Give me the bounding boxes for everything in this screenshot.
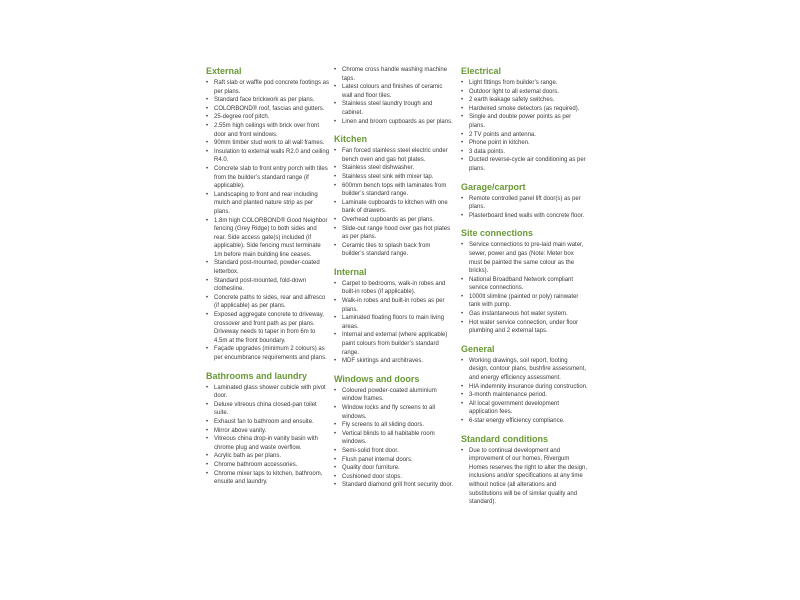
list-item: • Standard post-mounted, powder-coated letterbox. [206, 259, 330, 276]
bullet-list [461, 195, 588, 221]
bullet-list [461, 357, 588, 426]
list-item: • Fly screens to all sliding doors. [334, 421, 454, 430]
list-item: • Stainless steel sink with mixer tap. [334, 173, 454, 182]
list-item: • 2 TV points and antenna. [461, 131, 588, 140]
list-item: • Deluxe vitreous china closed-pan toilet suite. [206, 401, 330, 418]
section-heading: General [461, 343, 495, 354]
continued-list [334, 66, 454, 126]
section-heading: Electrical [461, 66, 502, 76]
list-item: • Standard face brickwork as per plans. [206, 96, 330, 105]
list-item: • MDF skirtings and architraves. [334, 357, 454, 366]
list-item: • Carpet to bedrooms, walk-in robes and built-in robes (if applicable). [334, 280, 454, 297]
list-item: • Vitreous china drop-in vanity basin with chrome plug and waste overflow. [206, 435, 330, 452]
list-item: • 600mm bench tops with laminates from builder’s standard range. [334, 182, 454, 199]
list-item: • Acrylic bath as per plans. [206, 452, 330, 461]
list-item: • Service connections to pre-laid main water, sewer, power and gas (Note: Meter box must be painted the same colour as the bricks). [461, 241, 588, 275]
list-item: • Single and double power points as per plans. [461, 113, 588, 130]
bullet-list [461, 241, 588, 336]
list-item: • Chrome mixer taps to kitchen, bathroom, ensuite and laundry. [206, 470, 330, 487]
section-heading: Garage/carport [461, 181, 526, 192]
list-item: • 2.55m high ceilings with brick over front door and front windows. [206, 122, 330, 139]
list-item: • Coloured powder-coated aluminium window frames. [334, 387, 454, 404]
list-item: • Slide-out range hood over gas hot plates as per plans. [334, 225, 454, 242]
section-heading: Bathrooms and laundry [206, 370, 308, 381]
list-item: • Standard post-mounted, fold-down clothesline. [206, 277, 330, 294]
list-item: • 90mm timber stud work to all wall frames. [206, 139, 330, 148]
list-item: • Ducted reverse-cycle air conditioning as per plans. [461, 156, 588, 173]
list-item: • Internal and external (where applicable) paint colours from builder’s standard range. [334, 331, 454, 357]
list-item: • Latest colours and finishes of ceramic wall and floor tiles. [334, 83, 454, 100]
list-item: • 3 data points. [461, 148, 588, 157]
list-item: • Stainless steel dishwasher. [334, 164, 454, 173]
list-item: • All local government development application fees. [461, 400, 588, 417]
list-item: • Exposed aggregate concrete to driveway, crossover and front path as per plans. Driveway needs to taper in from 6m to 4.5m at the front boundary. [206, 311, 330, 345]
list-item: • Plasterboard lined walls with concrete floor. [461, 212, 588, 221]
column-left [206, 66, 330, 495]
section-heading: Site connections [461, 228, 534, 239]
bullet-list [334, 280, 454, 366]
list-item: • Mirror above vanity. [206, 427, 330, 436]
list-item: • Landscaping to front and rear including mulch and planted nature strip as per plans. [206, 191, 330, 217]
list-item: • Concrete slab to front entry porch with tiles from the builder’s standard range (if applicable). [206, 165, 330, 191]
list-item: • Ceramic tiles to splash back from builder’s standard range. [334, 242, 454, 259]
list-item: • COLORBOND® roof, fascias and gutters. [206, 105, 330, 114]
list-item: • Outdoor light to all external doors. [461, 88, 588, 97]
list-item: • Laminated floating floors to main living areas. [334, 314, 454, 331]
list-item: • Laminate cupboards to kitchen with one bank of drawers. [334, 199, 454, 216]
list-item: • Concrete paths to sides, rear and alfresco (if applicable) as per plans. [206, 294, 330, 311]
section-electrical [461, 66, 588, 174]
list-item: • Remote controlled panel lift door(s) as per plans. [461, 195, 588, 212]
list-item: • Linen and broom cupboards as per plans. [334, 118, 454, 127]
list-item: • Semi-solid front door. [334, 447, 454, 456]
bullet-list [206, 79, 330, 363]
list-item: • Fan forced stainless steel electric under bench oven and gas hot plates. [334, 147, 454, 164]
list-item: • 25-degree roof pitch. [206, 113, 330, 122]
section-heading: Internal [334, 266, 367, 277]
list-item: • Gas instantaneous hot water system. [461, 310, 588, 319]
section-kitchen [334, 134, 454, 259]
list-item: • Standard diamond grill front security door. [334, 481, 454, 490]
list-item: • Due to continual development and improvement of our homes, Rivergum Homes reserves the right to alter the design, inclusions and/or specifications at any time without notice (all alterations and substitutions will be of similar quality and standard). [461, 447, 588, 507]
list-item: • Façade upgrades (minimum 2 colours) as per encumbrance requirements and plans. [206, 345, 330, 362]
section-windows-and-doors [334, 374, 454, 490]
section-heading: Windows and doors [334, 373, 420, 384]
bullet-list [461, 447, 588, 507]
list-item: • Raft slab or waffle pod concrete footings as per plans. [206, 79, 330, 96]
section-heading: External [206, 66, 242, 76]
list-item: • Walk-in robes and built-in robes as per plans. [334, 297, 454, 314]
list-item: • 1000lt slimline (painted or poly) rainwater tank with pump. [461, 293, 588, 310]
list-item: • HIA indemnity insurance during construction. [461, 383, 588, 392]
list-item: • Insulation to external walls R2.0 and ceiling R4.0. [206, 148, 330, 165]
section-bathrooms-and-laundry [206, 371, 330, 487]
list-item: • National Broadband Network compliant service connections. [461, 276, 588, 293]
list-item: • Light fittings from builder’s range. [461, 79, 588, 88]
list-item: • Exhaust fan to bathroom and ensuite. [206, 418, 330, 427]
list-item: • Hardwired smoke detectors (as required). [461, 105, 588, 114]
section-heading: Standard conditions [461, 433, 549, 444]
section-internal [334, 267, 454, 366]
list-item: • 2 earth leakage safety switches. [461, 96, 588, 105]
bullet-list [334, 147, 454, 259]
list-item: • Phone point in kitchen. [461, 139, 588, 148]
list-item: • Laminated glass shower cubicle with pivot door. [206, 384, 330, 401]
bullet-list [334, 387, 454, 490]
section-general [461, 344, 588, 426]
column-middle [334, 66, 454, 498]
list-item: • Working drawings, soil report, footing design, contour plans, bushfire assessment, and energy efficiency assessment. [461, 357, 588, 383]
list-item: • Vertical blinds to all habitable room windows. [334, 430, 454, 447]
list-item: • 3-month maintenance period. [461, 391, 588, 400]
list-item: • Stainless steel laundry trough and cabinet. [334, 100, 454, 117]
bullet-list [206, 384, 330, 487]
list-item: • Hot water service connection, under floor plumbing and 2 external taps. [461, 319, 588, 336]
section-site-connections [461, 228, 588, 336]
list-item: • Overhead cupboards as per plans. [334, 216, 454, 225]
list-item: • 1.8m high COLORBOND® Good Neighbor fencing (Grey Ridge) to both sides and rear. Side access gate(s) included (if applicable). Side fencing must terminate 1m before main building line ceases. [206, 217, 330, 260]
section-garage-carport [461, 182, 588, 221]
list-item: • Chrome bathroom accessories. [206, 461, 330, 470]
list-item: • Chrome cross handle washing machine taps. [334, 66, 454, 83]
section-standard-conditions [461, 434, 588, 507]
section-heading: Kitchen [334, 134, 368, 145]
list-item: • Flush panel internal doors. [334, 456, 454, 465]
list-item: • 6-star energy efficiency compliance. [461, 417, 588, 426]
column-right [461, 66, 588, 515]
list-item: • Quality door furniture. [334, 464, 454, 473]
bullet-list [461, 79, 588, 174]
section-external [206, 66, 330, 363]
list-item: • Window locks and fly screens to all windows. [334, 404, 454, 421]
list-item: • Cushioned door stops. [334, 473, 454, 482]
